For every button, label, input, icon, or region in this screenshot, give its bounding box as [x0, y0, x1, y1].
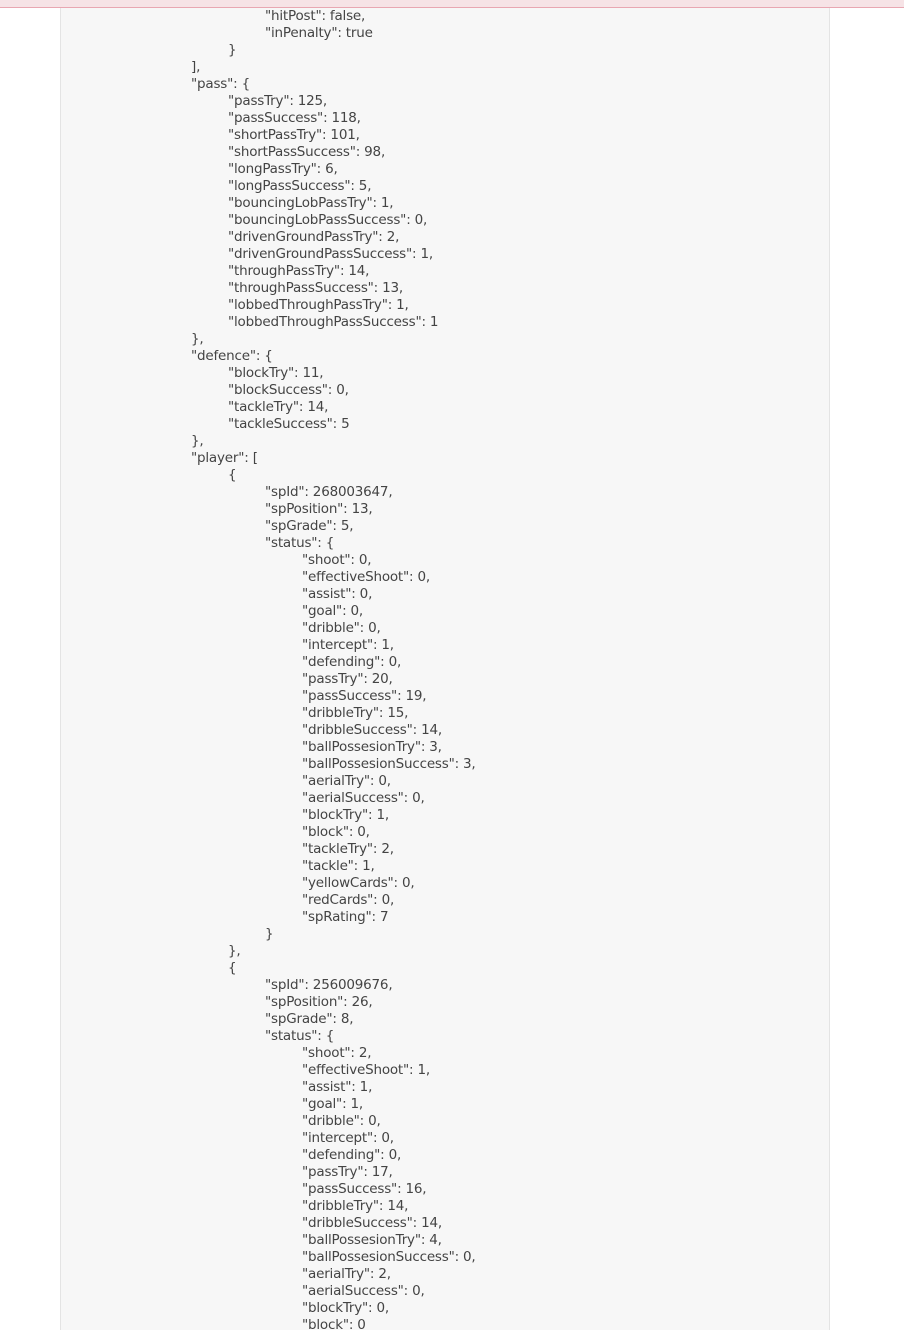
code-line: "passSuccess": 19,: [302, 688, 427, 704]
code-line: "intercept": 0,: [302, 1130, 394, 1146]
code-line: "assist": 1,: [302, 1079, 373, 1095]
code-line: "defence": {: [191, 348, 273, 364]
code-line: "lobbedThroughPassTry": 1,: [228, 297, 409, 313]
code-line: "status": {: [265, 1028, 335, 1044]
code-line: "bouncingLobPassSuccess": 0,: [228, 212, 428, 228]
code-line: "redCards": 0,: [302, 892, 395, 908]
code-line: "dribble": 0,: [302, 1113, 381, 1129]
code-line: "assist": 0,: [302, 586, 373, 602]
code-line: "spRating": 7: [302, 909, 389, 925]
code-line: "shoot": 0,: [302, 552, 372, 568]
code-line: }: [265, 926, 274, 942]
code-line: "intercept": 1,: [302, 637, 394, 653]
code-line: "block": 0,: [302, 824, 370, 840]
code-line: "shortPassTry": 101,: [228, 127, 360, 143]
code-line: "spPosition": 13,: [265, 501, 373, 517]
code-line: "tackleTry": 14,: [228, 399, 329, 415]
code-line: },: [191, 433, 204, 449]
code-line: "shortPassSuccess": 98,: [228, 144, 386, 160]
top-banner: [0, 0, 904, 8]
code-line: "passTry": 17,: [302, 1164, 393, 1180]
code-line: "ballPossesionSuccess": 3,: [302, 756, 476, 772]
code-line: "bouncingLobPassTry": 1,: [228, 195, 394, 211]
code-line: },: [228, 943, 241, 959]
code-line: "passTry": 125,: [228, 93, 328, 109]
code-line: "status": {: [265, 535, 335, 551]
code-line: "dribbleSuccess": 14,: [302, 722, 442, 738]
code-line: "tackle": 1,: [302, 858, 375, 874]
code-line: "tackleSuccess": 5: [228, 416, 350, 432]
code-line: "longPassSuccess": 5,: [228, 178, 372, 194]
code-line: "spId": 268003647,: [265, 484, 393, 500]
code-line: "spGrade": 5,: [265, 518, 354, 534]
code-line: "blockTry": 1,: [302, 807, 389, 823]
code-line: "inPenalty": true: [265, 25, 373, 41]
code-line: "effectiveShoot": 0,: [302, 569, 430, 585]
code-line: "tackleTry": 2,: [302, 841, 394, 857]
code-line: "defending": 0,: [302, 1147, 402, 1163]
code-line: "player": [: [191, 450, 258, 466]
code-line: "dribbleSuccess": 14,: [302, 1215, 442, 1231]
code-line: "ballPossesionTry": 4,: [302, 1232, 442, 1248]
code-line: "blockSuccess": 0,: [228, 382, 349, 398]
code-line: "dribbleTry": 14,: [302, 1198, 409, 1214]
code-line: "effectiveShoot": 1,: [302, 1062, 430, 1078]
code-line: "hitPost": false,: [265, 8, 366, 24]
code-line: "ballPossesionTry": 3,: [302, 739, 442, 755]
code-line: "throughPassSuccess": 13,: [228, 280, 403, 296]
code-line: "aerialSuccess": 0,: [302, 790, 425, 806]
code-line: "dribble": 0,: [302, 620, 381, 636]
code-line: "aerialSuccess": 0,: [302, 1283, 425, 1299]
code-line: "dribbleTry": 15,: [302, 705, 409, 721]
json-document-panel: [60, 8, 830, 1330]
code-line: "passSuccess": 16,: [302, 1181, 427, 1197]
code-line: }: [228, 42, 237, 58]
code-line: "yellowCards": 0,: [302, 875, 415, 891]
code-line: {: [228, 960, 237, 976]
code-line: "ballPossesionSuccess": 0,: [302, 1249, 476, 1265]
code-line: "blockTry": 0,: [302, 1300, 389, 1316]
code-line: "pass": {: [191, 76, 250, 92]
code-line: "spId": 256009676,: [265, 977, 393, 993]
code-line: "aerialTry": 2,: [302, 1266, 391, 1282]
code-line: "block": 0: [302, 1317, 366, 1330]
code-line: "drivenGroundPassSuccess": 1,: [228, 246, 433, 262]
code-line: "spPosition": 26,: [265, 994, 373, 1010]
code-line: "passSuccess": 118,: [228, 110, 361, 126]
code-line: "shoot": 2,: [302, 1045, 372, 1061]
code-line: },: [191, 331, 204, 347]
code-line: "throughPassTry": 14,: [228, 263, 370, 279]
code-line: "drivenGroundPassTry": 2,: [228, 229, 400, 245]
code-line: "spGrade": 8,: [265, 1011, 354, 1027]
code-line: "blockTry": 11,: [228, 365, 324, 381]
code-line: "lobbedThroughPassSuccess": 1: [228, 314, 439, 330]
code-line: "goal": 1,: [302, 1096, 363, 1112]
code-line: "aerialTry": 0,: [302, 773, 391, 789]
code-line: "goal": 0,: [302, 603, 363, 619]
code-line: ],: [191, 59, 201, 75]
code-line: {: [228, 467, 237, 483]
code-line: "defending": 0,: [302, 654, 402, 670]
code-line: "longPassTry": 6,: [228, 161, 338, 177]
code-line: "passTry": 20,: [302, 671, 393, 687]
